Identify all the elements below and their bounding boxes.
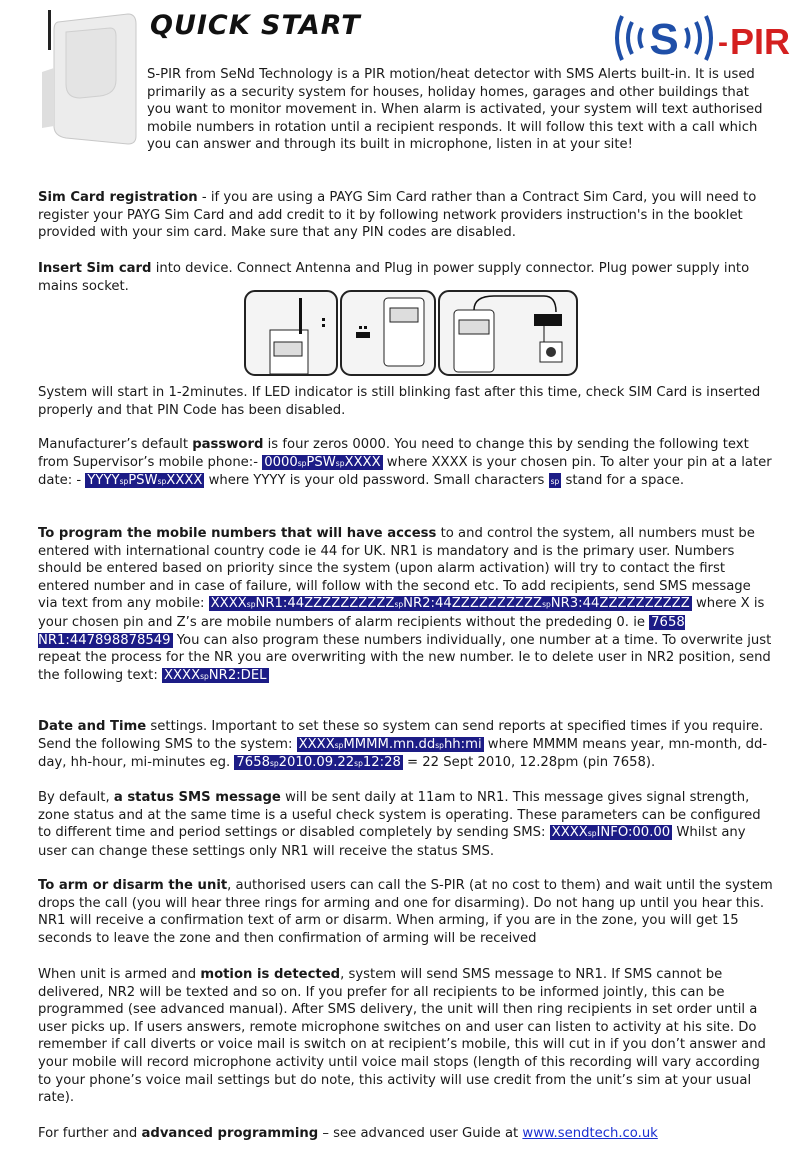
status-text-1: By default, <box>38 790 114 805</box>
footer-heading: advanced programming <box>141 1126 319 1141</box>
password-text-1: Manufacturer’s default <box>38 437 193 452</box>
website-link[interactable]: www.sendtech.co.uk <box>522 1126 658 1141</box>
diagram-antenna <box>245 291 337 375</box>
space-marker: sp <box>549 473 562 488</box>
date-time-paragraph <box>38 718 774 773</box>
date-time-code: XXXXspMMMM.mn.ddsphh:mi <box>298 736 482 752</box>
installation-diagrams <box>244 290 578 376</box>
arm-disarm-text: , authorised users can call the S-PIR (at no cost to them) and wait until the system drops the call (you will hear three rings for arming and one for disarming). Do not hang up until you hear this. NR1 will receive a confirmation text of arm or disarm. When arming, if you are in the zone, you will get 15 seconds to leave the zone and then confirmation of arming will be received <box>38 878 773 946</box>
program-text-1: to and control the system, all numbers must be entered with international country code ie 44 for UK. NR1 is mandatory and is the primary user. Numbers should be entered based on priority since the system (upon alarm activation) will try to contact the first entered number and in case of failure, will follow with the second etc. To add recipients, send SMS message via text from any mobile: <box>38 526 755 612</box>
program-example-code: 7658 NR1:447898878549 <box>38 614 685 648</box>
password-code-change: YYYYspPSWspXXXX <box>87 473 203 489</box>
program-code: XXXXspNR1:44ZZZZZZZZZZspNR2:44ZZZZZZZZZZspNR3:44ZZZZZZZZZZ <box>210 596 690 612</box>
delete-code: XXXXspNR2:DEL <box>163 667 267 683</box>
logo-s-letter: S <box>649 15 679 64</box>
sim-registration-paragraph <box>38 189 774 242</box>
footer-paragraph <box>38 1125 774 1143</box>
status-sms-paragraph <box>38 789 774 860</box>
arm-disarm-paragraph <box>38 877 774 947</box>
footer-text-2: – see advanced user Guide at <box>318 1126 523 1141</box>
program-numbers-heading: To program the mobile numbers that will have access <box>38 526 437 541</box>
status-text-3: Whilst any user can change these settings only NR1 will receive the status SMS. <box>38 825 746 859</box>
password-text-5: stand for a space. <box>561 473 685 489</box>
program-text-3: You can also program these numbers individually, one number at a time. To overwrite just repeat the process for the NR you are overwriting with the new number. Ie to delete user in NR2 position, send the following text: <box>38 632 772 683</box>
date-time-text-2: where MMMM means year, mn-month, dd-day, hh-hour, mi-minutes eg. <box>38 736 768 771</box>
program-text-2: where X is your chosen pin and Z’s are mobile numbers of alarm recipients without the prededing 0. ie <box>38 596 765 630</box>
date-time-text-1: settings. Important to set these so system can send reports at specified times if you require. Send the following SMS to the system: <box>38 719 764 752</box>
motion-text-2: , system will send SMS message to NR1. If SMS cannot be delivered, NR2 will be texted and so on. If you prefer for all recipients to be informed jointly, this can be programmed (see advanced manual). After SMS delivery, the unit will then ring recipients in set order until a user picks up. If users answers, remote microphone switches on and user can listen to activity at his site. Do remember if call diverts or voice mail is switch on at recipient’s mobile, this will cut in if you don’t answer and your mobile will record microphone activity until voice mail stops (length of this recording will vary according to your phone’s voice mail settings but do note, this activity will use credit from the unit’s sim at your usual rate). <box>38 967 766 1106</box>
program-numbers-paragraph <box>38 525 774 685</box>
password-text-4: where YYYY is your old password. Small characters <box>204 473 549 489</box>
motion-detected-paragraph <box>38 966 774 1107</box>
date-time-example-code: 7658sp2010.09.22sp12:28 <box>236 755 401 771</box>
status-text-2: will be sent daily at 11am to NR1. This message gives signal strength, zone status and at the same time is a useful check system is operating. These parameters can be configured to different time and period settings or disabled completely by sending SMS: <box>38 790 761 841</box>
motion-heading: motion is detected <box>200 967 341 982</box>
password-code-set: 0000spPSWspXXXX <box>264 454 381 470</box>
password-paragraph <box>38 436 774 491</box>
pir-device-photo <box>40 8 140 148</box>
password-text-3: where XXXX is your chosen pin. To alter your pin at a later date: - <box>38 454 772 489</box>
footer-text-1: For further and <box>38 1126 142 1141</box>
startup-paragraph: System will start in 1-2minutes. If LED indicator is still blinking fast after this time, check SIM Card is inserted properly and that PIN Code has been disabled. <box>38 385 761 418</box>
sim-registration-text: - if you are using a PAYG Sim Card rather than a Contract Sim Card, you will need to register your PAYG Sim Card and add credit to it by following network providers instruction's in the booklet provided with your sim card. Make sure that any PIN codes are disabled. <box>38 190 757 241</box>
date-time-heading: Date and Time <box>38 719 147 734</box>
insert-sim-text: into device. Connect Antenna and Plug in power supply connector. Plug power supply into mains socket. <box>38 261 750 294</box>
arm-disarm-heading: To arm or disarm the unit <box>38 878 228 893</box>
s-pir-logo <box>612 4 802 72</box>
diagram-power-supply <box>439 291 577 375</box>
date-time-text-3: = 22 Sept 2010, 12.28pm (pin 7658). <box>402 755 656 771</box>
motion-text-1: When unit is armed and <box>38 967 201 982</box>
logo-dash: - <box>718 26 728 59</box>
logo-pir-text: PIR <box>730 21 791 62</box>
diagram-sim-card <box>341 291 435 375</box>
intro-paragraph: S-PIR from SeNd Technology is a PIR motion/heat detector with SMS Alerts built-in. It is used primarily as a security system for houses, holiday homes, garages and other buildings that you want to monitor movement in. When alarm is activated, your system will text authorised mobile numbers in rotation until a recipient responds. It will follow this text with a call which you can answer and through its built in microphone, listen in at your site! <box>147 67 763 153</box>
insert-sim-heading: Insert Sim card <box>38 261 152 276</box>
password-heading: password <box>192 437 264 452</box>
status-heading: a status SMS message <box>113 790 281 805</box>
status-code: XXXXspINFO:00.00 <box>551 825 671 841</box>
page-title: QUICK START <box>150 10 361 41</box>
password-text-2: is four zeros 0000. You need to change this by sending the following text from Supervisor’s mobile phone:- <box>38 437 749 470</box>
sim-registration-heading: Sim Card registration <box>38 190 198 205</box>
